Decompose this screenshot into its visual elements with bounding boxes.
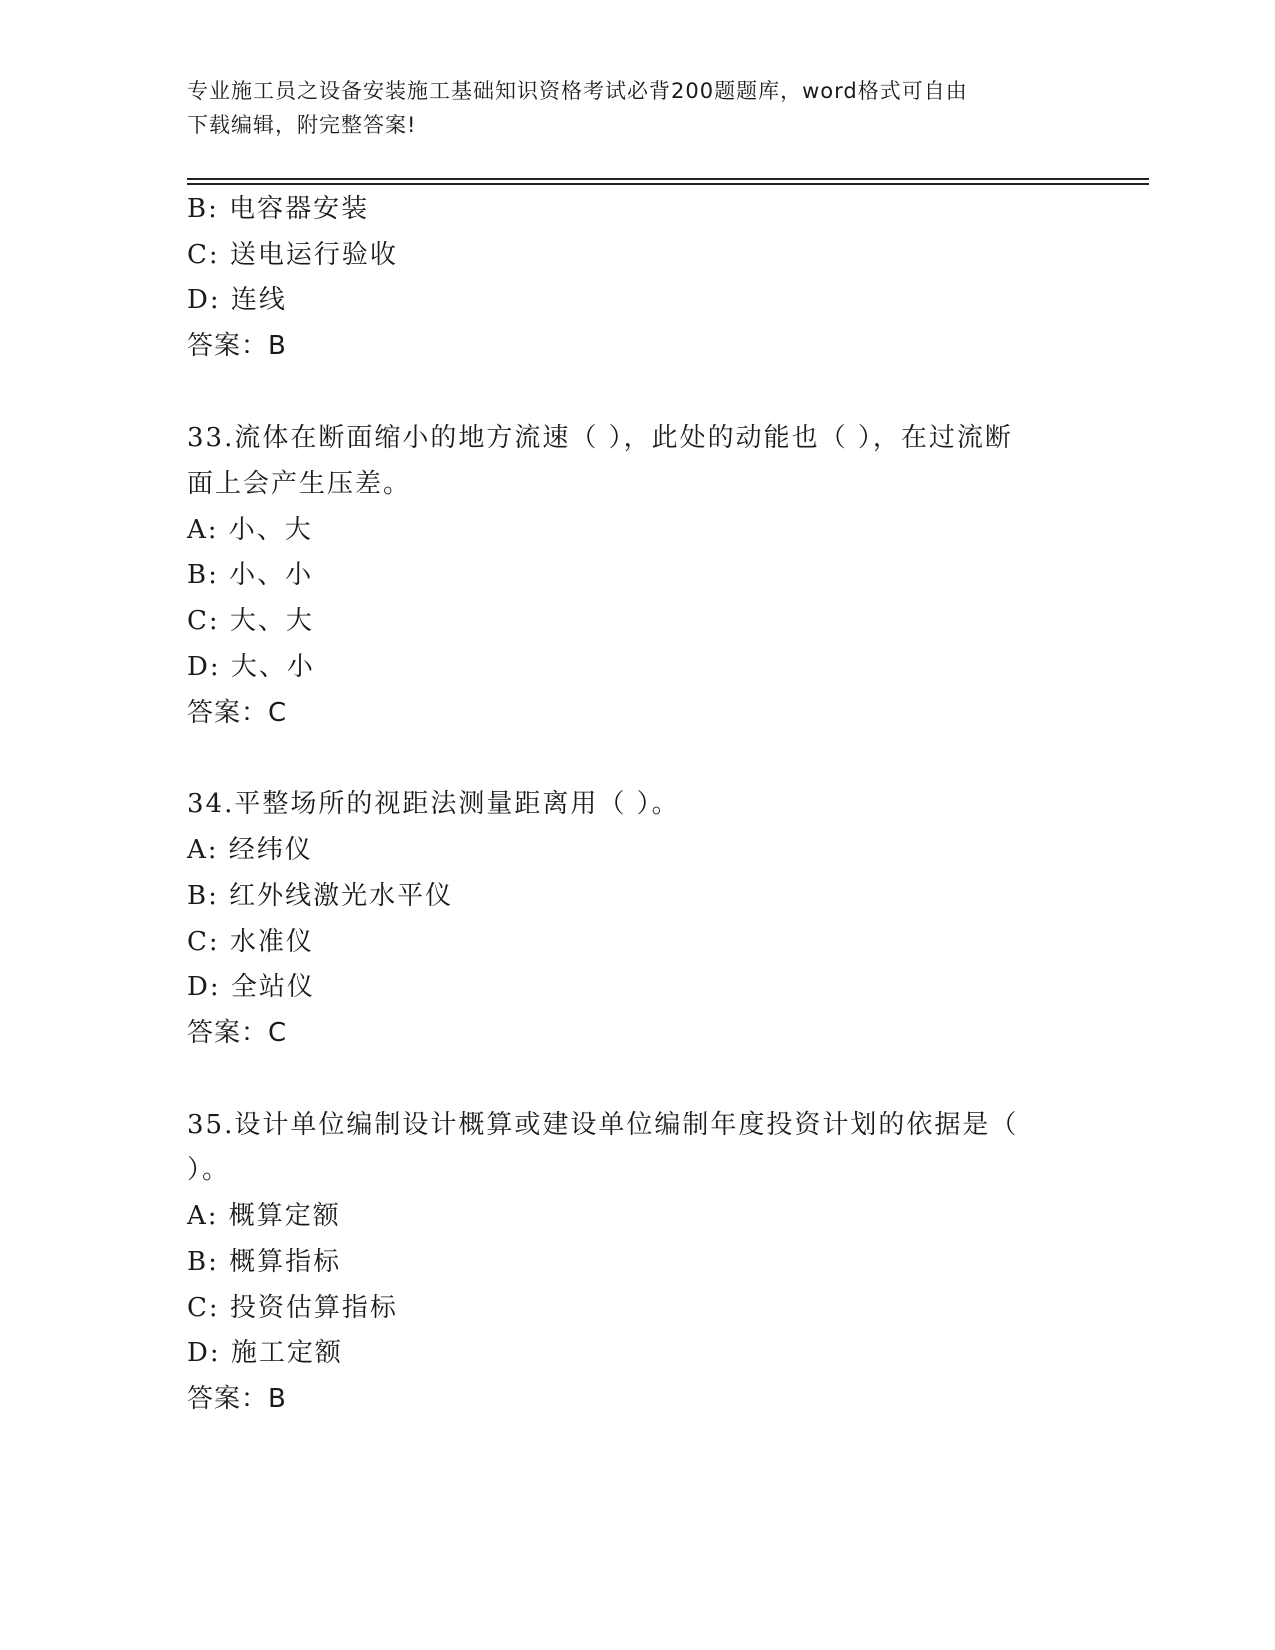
question-35-answer: 答案：B [187,1384,287,1414]
document-header-line-2: 下载编辑，附完整答案! [187,113,417,137]
option-b: B: 电容器安装 [187,194,370,224]
option-c: C: 送电运行验收 [187,240,398,270]
question-35-stem-line-2: ）。 [187,1155,231,1185]
question-33-stem-line-2: 面上会产生压差。 [187,469,412,499]
header-divider-top [187,178,1149,180]
question-33-option-a: A: 小、大 [187,515,313,545]
question-34-option-a: A: 经纬仪 [187,835,313,865]
option-d: D: 连线 [187,285,287,315]
question-33-stem-line-1: 33.流体在断面缩小的地方流速（ ），此处的动能也（ ），在过流断 [187,423,1013,453]
question-33-option-b: B: 小、小 [187,560,314,590]
question-34-option-d: D: 全站仪 [187,972,315,1002]
document-header-line-1: 专业施工员之设备安装施工基础知识资格考试必背200题题库，word格式可自由 [187,79,968,103]
question-34-answer: 答案：C [187,1018,288,1048]
question-35-option-b: B: 概算指标 [187,1247,342,1277]
question-35-option-d: D: 施工定额 [187,1338,343,1368]
question-35-option-a: A: 概算定额 [187,1201,341,1231]
header-divider-bottom [187,183,1149,185]
question-34-option-c: C: 水准仪 [187,927,314,957]
question-35-stem-line-1: 35.设计单位编制设计概算或建设单位编制年度投资计划的依据是（ [187,1110,1019,1140]
question-33-option-d: D: 大、小 [187,652,315,682]
question-34-stem-line-1: 34.平整场所的视距法测量距离用（ ）。 [187,789,680,819]
question-34-option-b: B: 红外线激光水平仪 [187,881,454,911]
question-33-answer: 答案：C [187,698,288,728]
question-35-option-c: C: 投资估算指标 [187,1293,398,1323]
question-33-option-c: C: 大、大 [187,606,314,636]
answer-line: 答案：B [187,331,287,361]
